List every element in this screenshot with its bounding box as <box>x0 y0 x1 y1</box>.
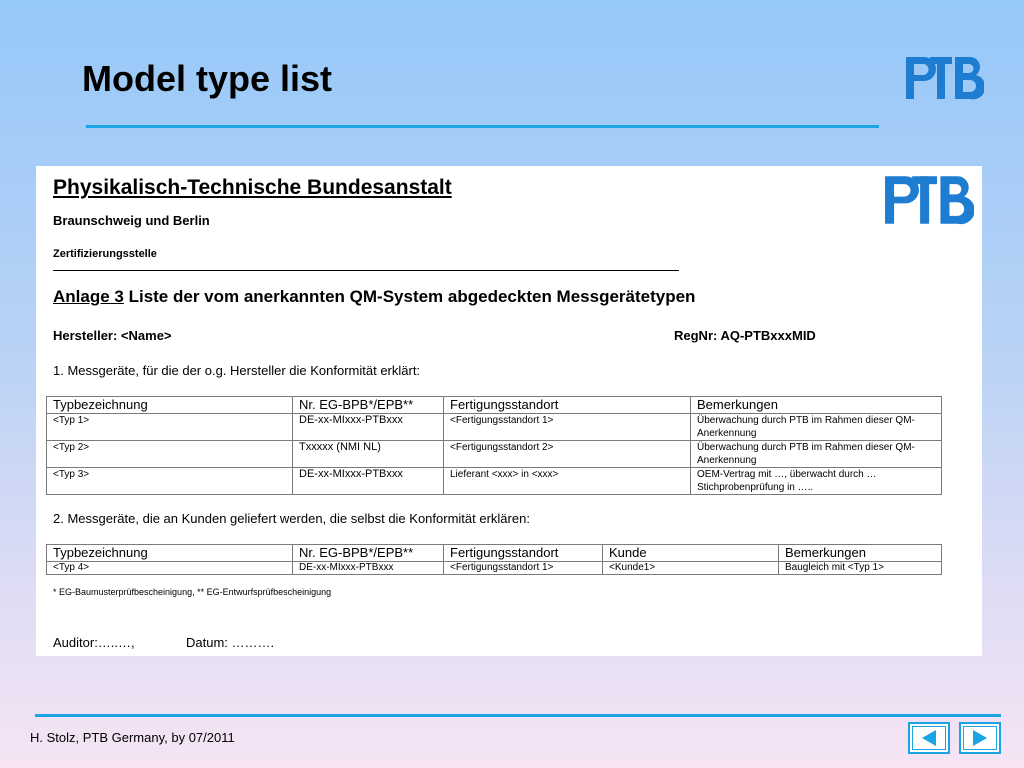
document-department: Zertifizierungsstelle <box>53 248 157 260</box>
annex-heading-text: Liste der vom anerkannten QM-System abgedeckten Messgerätetypen <box>123 287 696 306</box>
cell-certificate: DE-xx-MIxxx-PTBxxx <box>293 468 444 495</box>
slide-footer: H. Stolz, PTB Germany, by 07/2011 <box>30 730 235 745</box>
cell-remarks: Überwachung durch PTB im Rahmen dieser QM-Anerkennung <box>691 414 942 441</box>
cell-site: <Fertigungsstandort 1> <box>444 562 603 575</box>
cell-type: <Typ 2> <box>47 441 293 468</box>
ptb-logo-document <box>882 174 974 226</box>
auditor-field: Auditor:…..…, <box>53 635 135 650</box>
column-header: Kunde <box>603 545 779 562</box>
slide-title: Model type list <box>82 58 333 99</box>
column-header: Fertigungsstandort <box>444 397 691 414</box>
table-row <box>47 468 942 495</box>
document-subtitle: Braunschweig und Berlin <box>53 213 210 228</box>
table-manufacturer-types <box>46 396 942 495</box>
cell-site: <Fertigungsstandort 2> <box>444 441 691 468</box>
column-header: Typbezeichnung <box>47 545 293 562</box>
cell-remarks: Überwachung durch PTB im Rahmen dieser QM-Anerkennung <box>691 441 942 468</box>
cell-certificate: Txxxxx (NMI NL) <box>293 441 444 468</box>
table-row <box>47 441 942 468</box>
triangle-left-icon <box>922 730 936 746</box>
cell-site: <Fertigungsstandort 1> <box>444 414 691 441</box>
cell-site: Lieferant <xxx> in <xxx> <box>444 468 691 495</box>
table-row <box>47 562 942 575</box>
column-header: Bemerkungen <box>691 397 942 414</box>
table-header-row <box>47 545 942 562</box>
document-image <box>36 166 982 656</box>
cell-certificate: DE-xx-MIxxx-PTBxxx <box>293 562 444 575</box>
registration-number: RegNr: AQ-PTBxxxMID <box>674 328 816 343</box>
table-customer-types <box>46 544 942 575</box>
cell-remarks: OEM-Vertrag mit …, überwacht durch … Stichprobenprüfung in ….. <box>691 468 942 495</box>
next-button-frame <box>963 726 997 750</box>
section-1-heading: 1. Messgeräte, für die der o.g. Hersteller die Konformität erklärt: <box>53 363 421 378</box>
column-header: Bemerkungen <box>779 545 942 562</box>
next-slide-button[interactable] <box>959 722 1001 754</box>
footnote: * EG-Baumusterprüfbescheinigung, ** EG-Entwurfsprüfbescheinigung <box>53 587 332 597</box>
previous-slide-button[interactable] <box>908 722 950 754</box>
table-header-row <box>47 397 942 414</box>
column-header: Typbezeichnung <box>47 397 293 414</box>
annex-heading <box>53 287 695 307</box>
ptb-logo-top <box>904 55 984 101</box>
cell-type: <Typ 1> <box>47 414 293 441</box>
column-header: Fertigungsstandort <box>444 545 603 562</box>
manufacturer-label: Hersteller: <Name> <box>53 328 172 343</box>
cell-type: <Typ 4> <box>47 562 293 575</box>
column-header: Nr. EG-BPB*/EPB** <box>293 397 444 414</box>
cell-remarks: Baugleich mit <Typ 1> <box>779 562 942 575</box>
triangle-right-icon <box>973 730 987 746</box>
footer-divider <box>35 714 1001 717</box>
cell-type: <Typ 3> <box>47 468 293 495</box>
table-row <box>47 414 942 441</box>
date-field: Datum: ………. <box>186 635 275 650</box>
previous-button-frame <box>912 726 946 750</box>
document-rule <box>53 270 679 271</box>
section-2-heading: 2. Messgeräte, die an Kunden geliefert werden, die selbst die Konformität erklären: <box>53 511 530 526</box>
document-title: Physikalisch-Technische Bundesanstalt <box>53 176 452 199</box>
cell-certificate: DE-xx-MIxxx-PTBxxx <box>293 414 444 441</box>
column-header: Nr. EG-BPB*/EPB** <box>293 545 444 562</box>
annex-label: Anlage 3 <box>53 287 124 306</box>
title-divider <box>86 125 879 128</box>
cell-customer: <Kunde1> <box>603 562 779 575</box>
